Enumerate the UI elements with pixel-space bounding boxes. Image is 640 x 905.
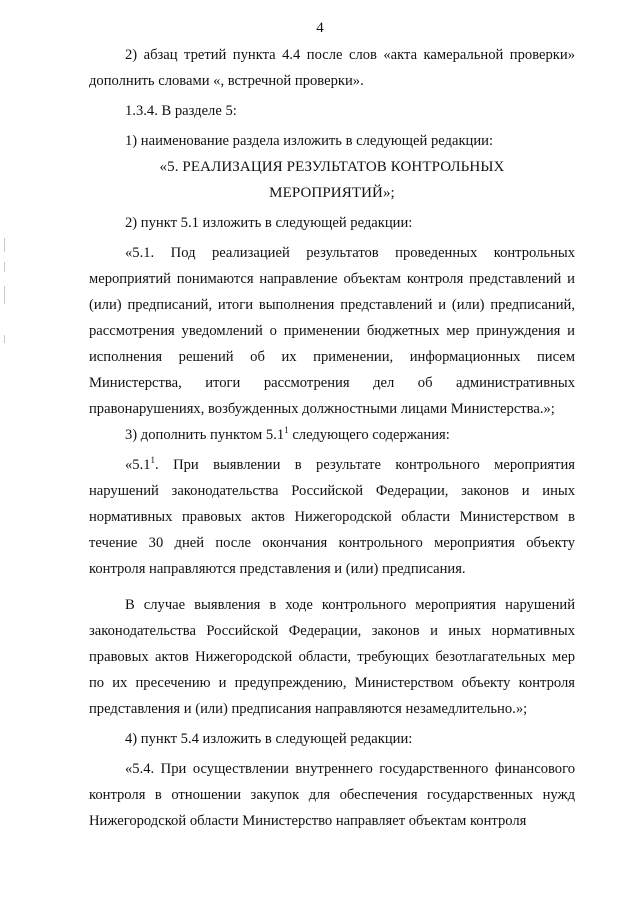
- paragraph-item-5-1-1-intro: [89, 422, 575, 448]
- text-fragment: следующего содержания:: [288, 427, 450, 443]
- text-fragment: «5.1: [125, 457, 151, 473]
- paragraph-section-name: 1) наименование раздела изложить в следующей редакции:: [125, 133, 494, 149]
- paragraph-amendment-4-4: 2) абзац третий пункта 4.4 после слов «акта камеральной проверки» дополнить словами «, встречной проверки».: [89, 47, 575, 89]
- scan-mark: [4, 335, 5, 343]
- scan-mark: [4, 286, 5, 304]
- section-heading-line-2: МЕРОПРИЯТИЙ»;: [269, 185, 395, 201]
- scan-mark: [4, 262, 5, 272]
- superscript: 1: [284, 425, 289, 436]
- paragraph-urgent-violations: В случае выявления в ходе контрольного мероприятия нарушений законодательства Российской Федерации, законов и иных нормативных правовых актов Нижегородской области, требующих безотлагательных мер по их пресечению и предупреждению, Министерством объекту контроля представления и (или) предписания направляются незамедлительно.»;: [89, 597, 575, 717]
- paragraph-item-5-1: «5.1. Под реализацией результатов проведенных контрольных мероприятий понимаются направление объектам контроля представлений и (или) предписаний, итоги выполнения представлений и (или) предписаний, рассмотрения уведомлений о применении бюджетных мер принуждения и исполнения решений об их применении, информационных писем Министерства, итоги рассмотрения дел об административных правонарушениях, возбужденных должностными лицами Министерства.»;: [89, 245, 575, 417]
- document-body: [89, 42, 575, 834]
- superscript: 1: [150, 455, 156, 466]
- paragraph-item-5-4: «5.4. При осуществлении внутреннего государственного финансового контроля в отношении закупок для обеспечения государственных нужд Нижегородской области Министерство направляет объектам контроля: [89, 761, 575, 829]
- scan-margin-marks: [0, 0, 10, 905]
- paragraph-item-5-4-intro: 4) пункт 5.4 изложить в следующей редакции:: [125, 731, 413, 747]
- paragraph-section-5-intro: 1.3.4. В разделе 5:: [125, 103, 237, 119]
- scan-mark: [4, 238, 5, 252]
- page-number: 4: [316, 20, 324, 36]
- text-fragment: . При выявлении в результате контрольного мероприятия нарушений законодательства Российской Федерации, законов и иных нормативных правовых актов Нижегородской области Министерством в течение 30 дней после окончания контрольного мероприятия объекту контроля направляются представления и (или) предписания.: [89, 457, 575, 577]
- section-heading-line-1: «5. РЕАЛИЗАЦИЯ РЕЗУЛЬТАТОВ КОНТРОЛЬНЫХ: [159, 159, 505, 175]
- text-fragment: 3) дополнить пунктом 5.1: [125, 427, 285, 443]
- paragraph-item-5-1-1: [89, 452, 575, 582]
- paragraph-item-5-1-intro: 2) пункт 5.1 изложить в следующей редакции:: [125, 215, 413, 231]
